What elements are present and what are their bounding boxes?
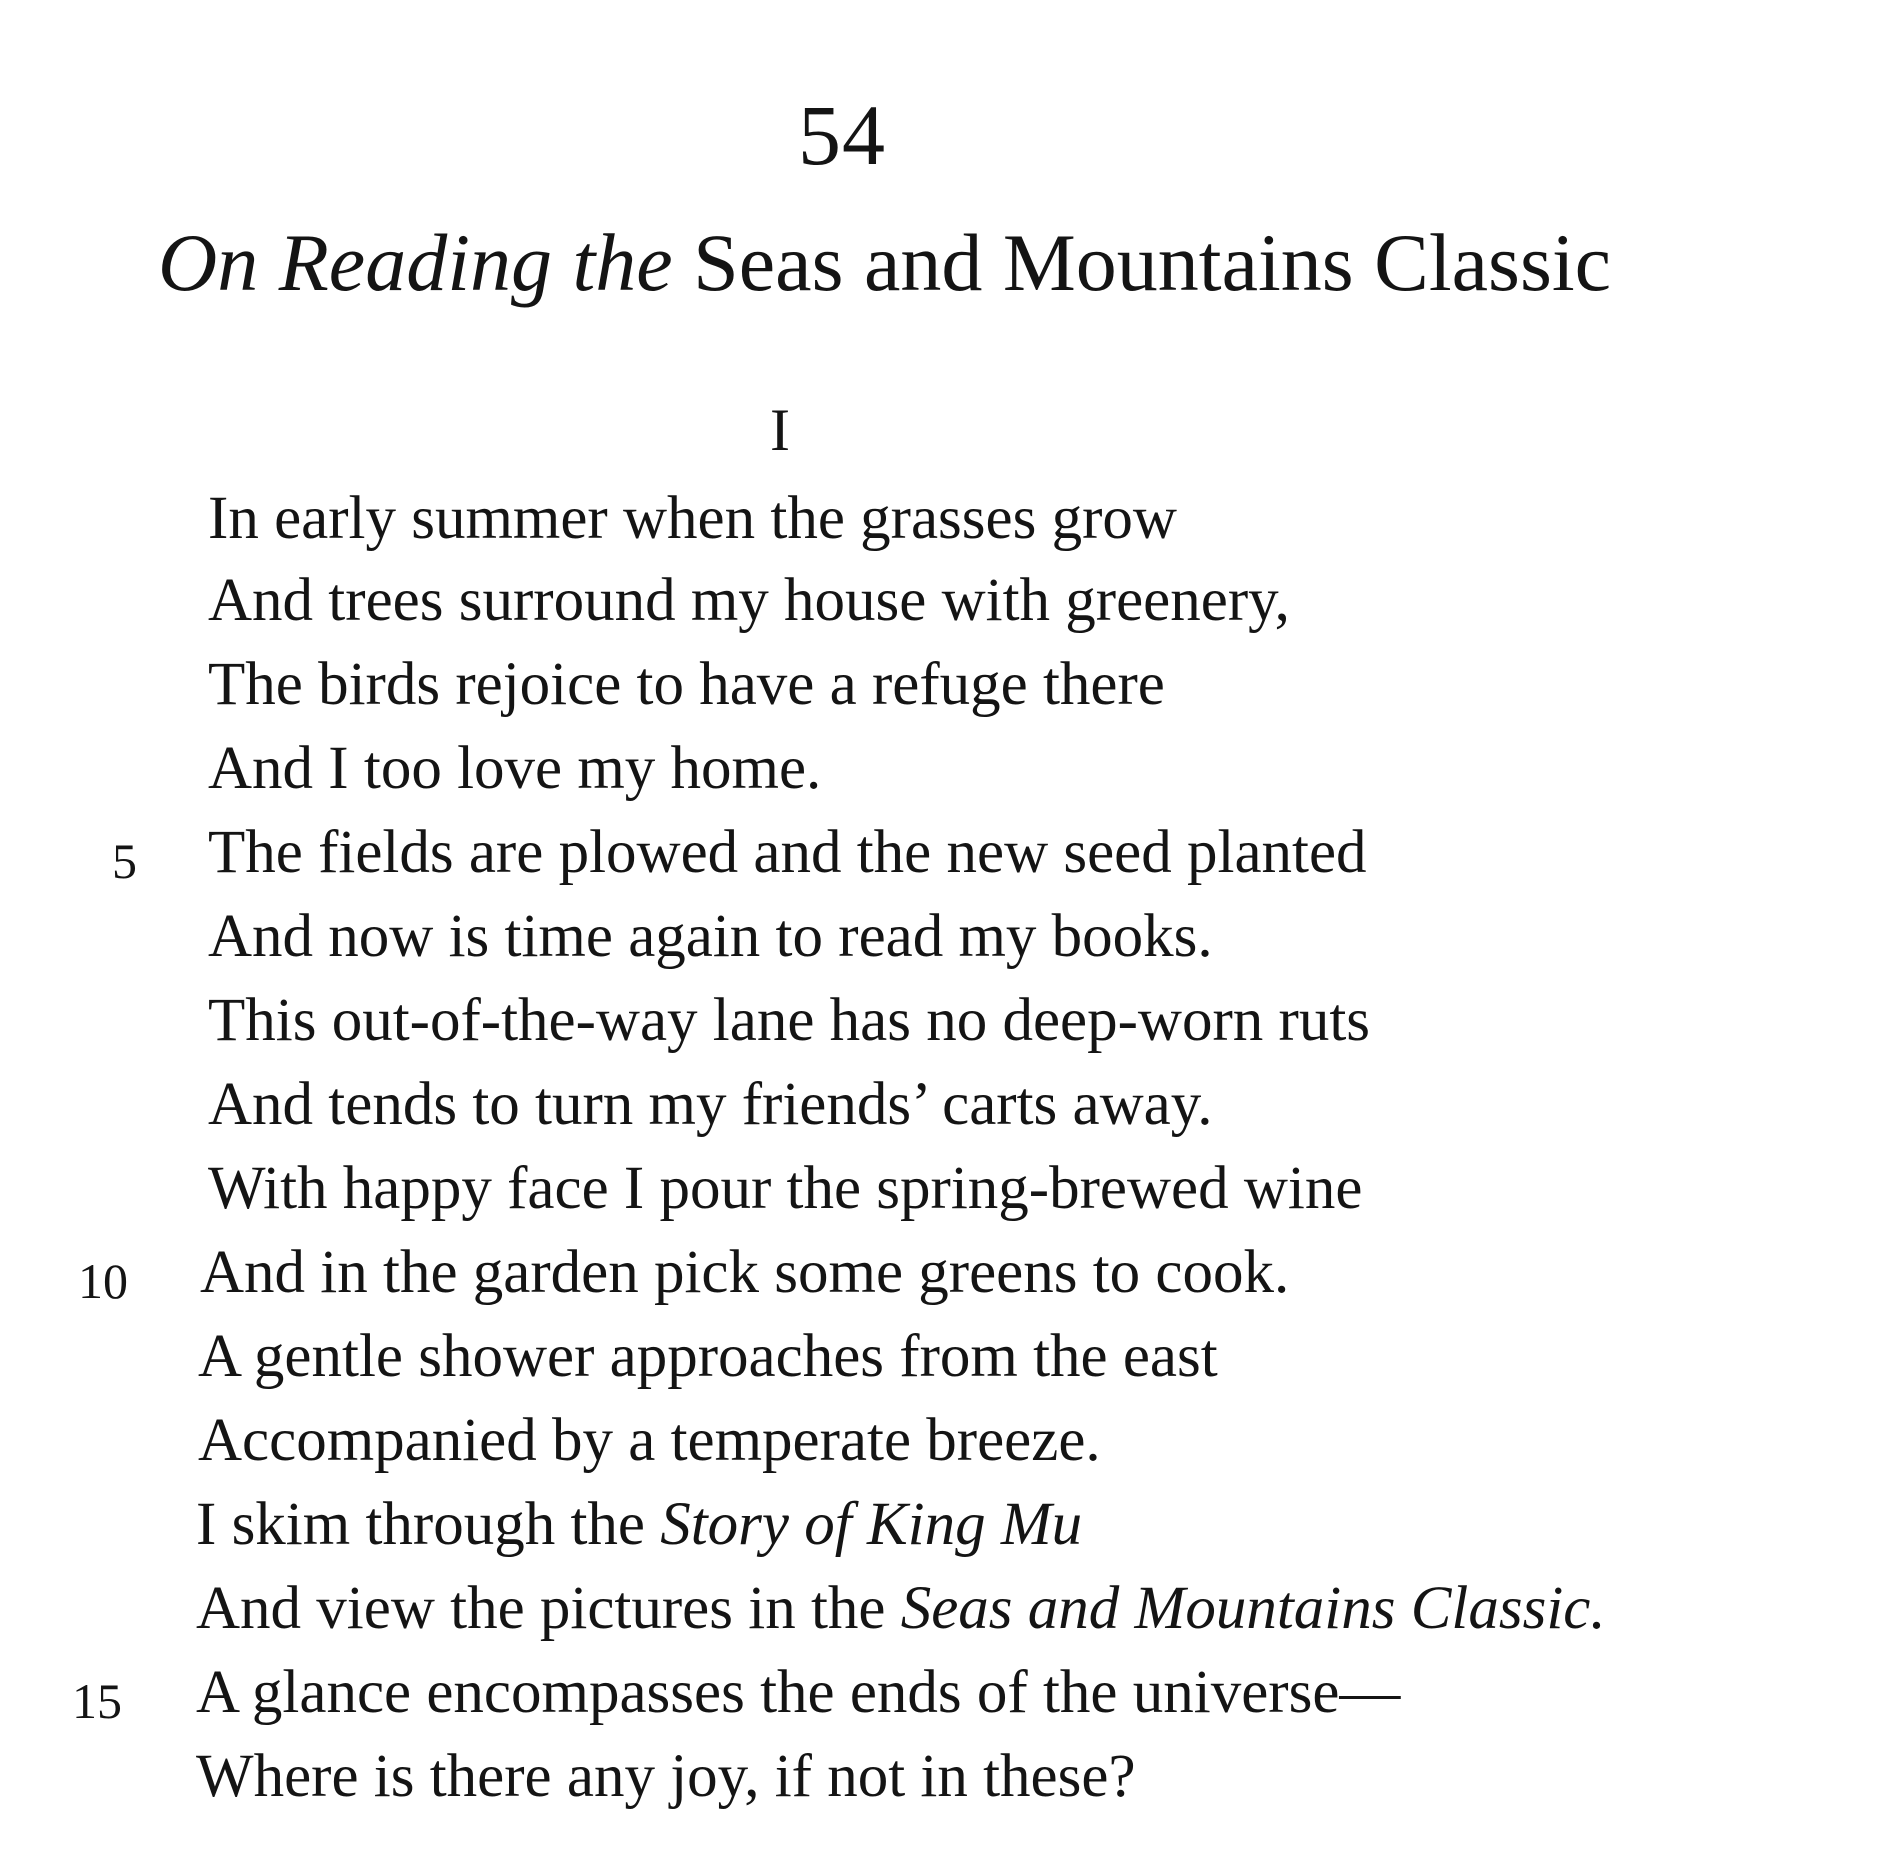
poem-line-roman-part: And view the pictures in the bbox=[196, 1575, 886, 1642]
poem-line: And I too love my home. bbox=[208, 735, 822, 802]
poem-line: And in the garden pick some greens to cook. bbox=[200, 1239, 1290, 1306]
poem-line bbox=[196, 1491, 1083, 1558]
poem-line-italic-part: Story of King Mu bbox=[660, 1491, 1083, 1558]
poem-title bbox=[158, 217, 1612, 308]
poem-line bbox=[196, 1575, 1606, 1642]
poem-line: A glance encompasses the ends of the universe— bbox=[196, 1659, 1401, 1726]
poem-number: 54 bbox=[798, 87, 886, 183]
poem-line-roman-part: I skim through the bbox=[196, 1491, 645, 1558]
poem-title-italic-part: On Reading the bbox=[158, 217, 673, 308]
line-number: 5 bbox=[112, 833, 137, 889]
poem-line: This out-of-the-way lane has no deep-worn ruts bbox=[208, 987, 1371, 1054]
poem-line: Where is there any joy, if not in these? bbox=[196, 1743, 1136, 1810]
poem-line: And tends to turn my friends’ carts away. bbox=[208, 1071, 1213, 1138]
poem-line: And trees surround my house with greenery, bbox=[208, 567, 1290, 634]
poem-line: A gentle shower approaches from the east bbox=[198, 1323, 1218, 1390]
poem-line: The birds rejoice to have a refuge there bbox=[208, 651, 1165, 718]
poem-line: In early summer when the grasses grow bbox=[208, 485, 1177, 552]
poem-line: The fields are plowed and the new seed planted bbox=[208, 819, 1367, 886]
section-numeral: I bbox=[770, 397, 790, 463]
poem-title-roman-part: Seas and Mountains Classic bbox=[693, 217, 1612, 308]
poem-line: And now is time again to read my books. bbox=[208, 903, 1213, 970]
line-number: 15 bbox=[72, 1673, 122, 1729]
poem-line: Accompanied by a temperate breeze. bbox=[198, 1407, 1101, 1474]
line-number: 10 bbox=[78, 1253, 128, 1309]
poem-line: With happy face I pour the spring-brewed wine bbox=[208, 1155, 1363, 1222]
poem-line-italic-part: Seas and Mountains Classic. bbox=[900, 1575, 1606, 1642]
